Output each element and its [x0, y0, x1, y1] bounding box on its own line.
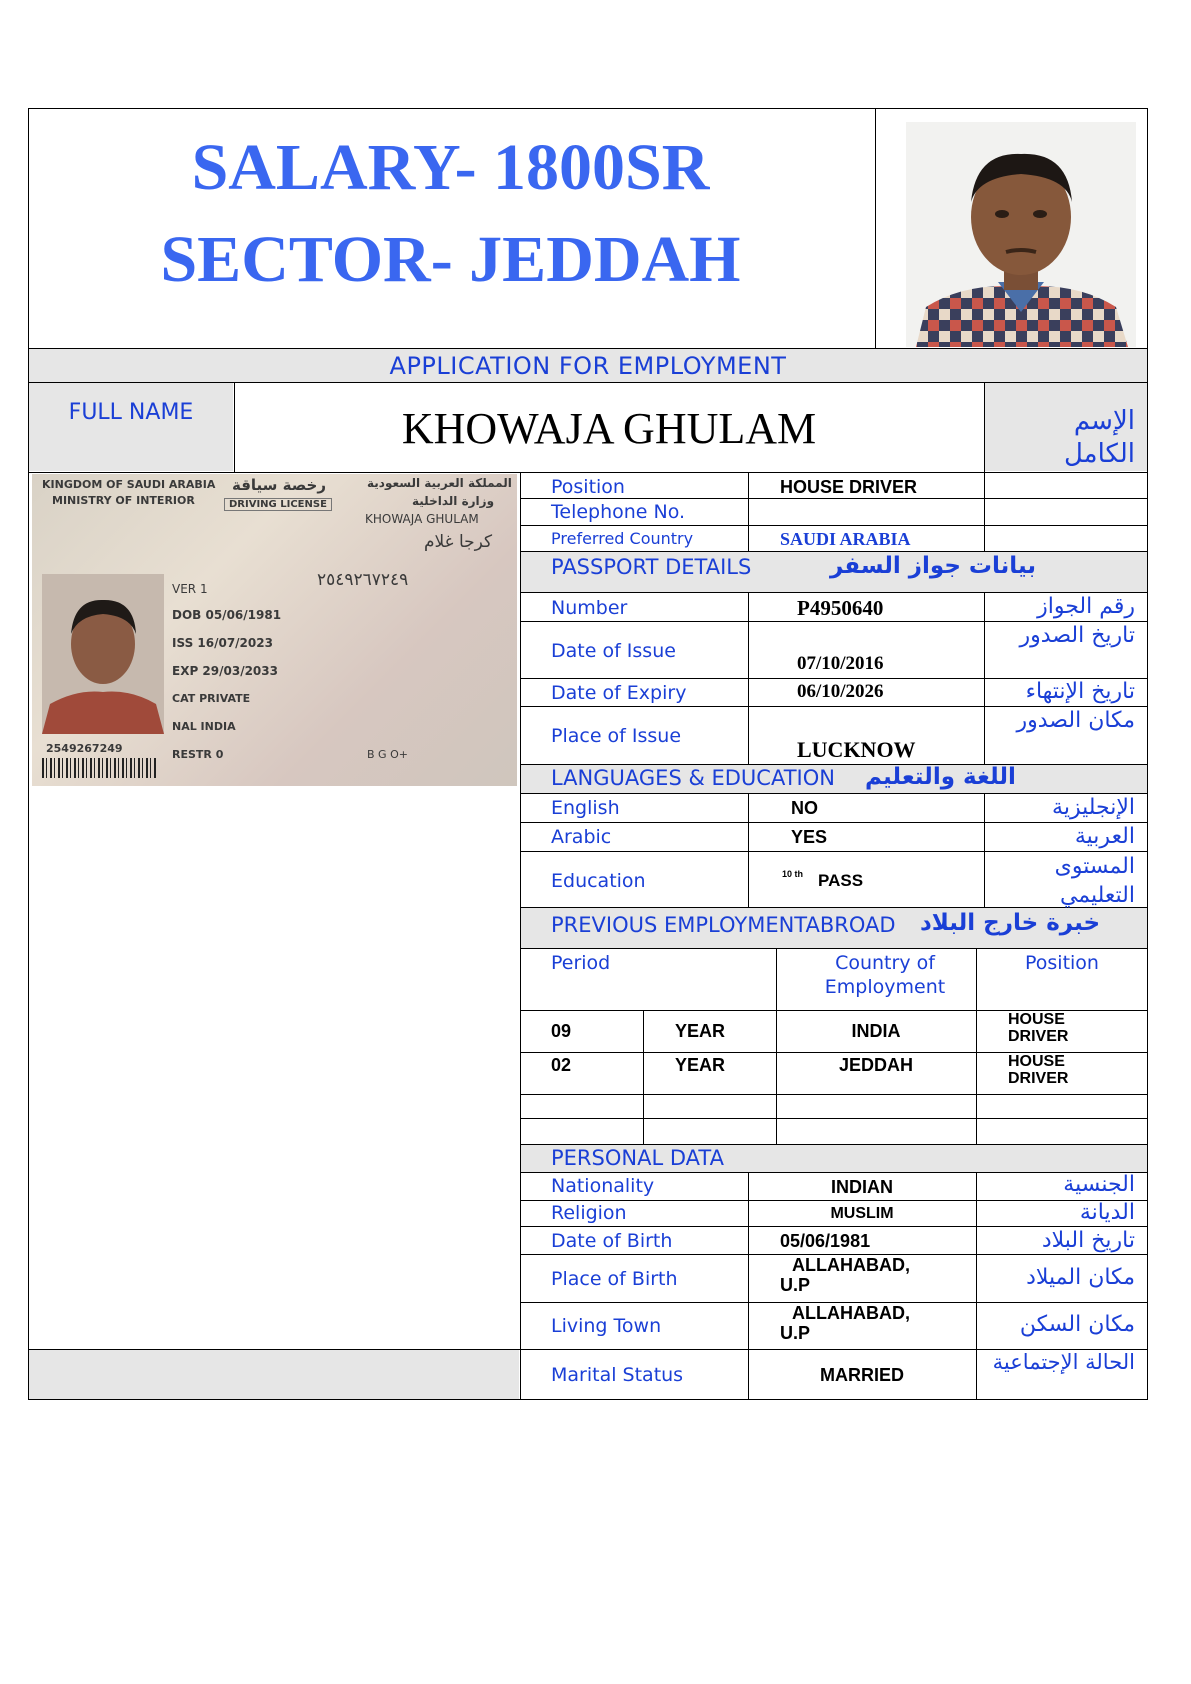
personal-section-label: PERSONAL DATA: [551, 1146, 724, 1170]
date-of-birth-label: Date of Birth: [551, 1230, 673, 1252]
employment-country-header: Country of Employment: [824, 952, 946, 998]
place-of-issue-value: LUCKNOW: [797, 737, 916, 762]
arabic-label: Arabic: [551, 826, 612, 848]
telephone-label: Telephone No.: [551, 501, 686, 523]
passport-section-label: PASSPORT DETAILS: [551, 555, 752, 579]
education-value: PASS: [818, 871, 864, 890]
place-of-birth-label-ar: مكان الميلاد: [1026, 1265, 1135, 1290]
passport-number-value: P4950640: [797, 596, 884, 620]
date-of-issue-value: 07/10/2016: [797, 653, 884, 674]
religion-value: MUSLIM: [830, 1205, 894, 1222]
employment-row-1-position: HOUSE DRIVER: [1008, 1011, 1069, 1045]
preferred-country-value: SAUDI ARABIA: [780, 529, 911, 549]
date-of-birth-label-ar: تاريخ البلاد: [1041, 1228, 1135, 1253]
position-label: Position: [551, 476, 625, 498]
date-of-expiry-label-ar: تاريخ الإنتهاء: [1025, 679, 1135, 704]
marital-status-label-ar: الحالة الإجتماعية: [992, 1350, 1135, 1374]
living-town-value: ALLAHABAD, U.P: [780, 1303, 910, 1343]
license-barcode: [42, 758, 157, 778]
employment-section-label-ar: خبرة خارج البلاد: [920, 910, 1101, 936]
english-value: NO: [791, 798, 818, 818]
marital-status-label: Marital Status: [551, 1364, 684, 1386]
employment-row-2-country: JEDDAH: [838, 1055, 913, 1075]
nationality-label-ar: الجنسية: [1063, 1172, 1135, 1197]
passport-number-label-ar: رقم الجواز: [1037, 594, 1135, 619]
living-town-label-ar: مكان السكن: [1019, 1312, 1135, 1337]
preferred-country-label: Preferred Country: [551, 529, 694, 548]
employment-period-header: Period: [551, 952, 611, 974]
living-town-label: Living Town: [551, 1315, 662, 1337]
place-of-issue-label: Place of Issue: [551, 725, 682, 747]
passport-section-label-ar: بيانات جواز السفر: [830, 553, 1036, 579]
person-portrait-icon: [906, 122, 1136, 347]
employment-row-1-country: INDIA: [851, 1021, 901, 1041]
languages-section-label: LANGUAGES & EDUCATION: [551, 766, 835, 790]
place-of-birth-label: Place of Birth: [551, 1268, 678, 1290]
full-name-label-ar: الإسم الكامل: [1063, 406, 1135, 469]
place-of-birth-value: ALLAHABAD, U.P: [780, 1255, 910, 1295]
education-label-ar: المستوى التعليمي: [1054, 854, 1135, 908]
education-label: Education: [551, 870, 646, 892]
religion-label-ar: الديانة: [1079, 1200, 1135, 1225]
position-value: HOUSE DRIVER: [780, 477, 918, 497]
nationality-value: INDIAN: [831, 1177, 893, 1197]
employment-section-label: PREVIOUS EMPLOYMENTABROAD: [551, 913, 896, 937]
employment-row-2-years: 02: [551, 1055, 572, 1075]
salary-heading: SALARY- 1800SR: [191, 131, 710, 204]
applicant-photo: [906, 122, 1136, 347]
form-title: APPLICATION FOR EMPLOYMENT: [389, 352, 787, 380]
employment-position-header: Position: [1025, 952, 1099, 974]
arabic-label-ar: العربية: [1074, 824, 1135, 849]
date-of-birth-value: 05/06/1981: [780, 1231, 871, 1251]
place-of-issue-label-ar: مكان الصدور: [1016, 708, 1135, 733]
license-photo: [42, 574, 164, 734]
employment-row-1-years: 09: [551, 1021, 572, 1041]
date-of-issue-label-ar: تاريخ الصدور: [1019, 623, 1135, 648]
passport-number-label: Number: [551, 597, 628, 619]
languages-section-label-ar: اللغة والتعليم: [865, 764, 1016, 790]
full-name-label: FULL NAME: [68, 400, 194, 425]
employment-row-2-unit: YEAR: [675, 1055, 726, 1075]
employment-row-2-position: HOUSE DRIVER: [1008, 1053, 1069, 1087]
sector-heading: SECTOR- JEDDAH: [160, 223, 741, 296]
driving-license-image: KINGDOM OF SAUDI ARABIA MINISTRY OF INTERIOR رخصة سياقة DRIVING LICENSE المملكة العربية السعودية وزارة الداخلية KHOWAJA GHULAM كرجا غلام ٢٥٤٩٢٦٧٢٤٩ VER 1 DOB 05/06/1981 ISS 16/07/2023 EXP 29/03/2033 CAT PRIVATE NAL INDIA RESTR 0 B G O+ 2549267249: [32, 474, 517, 786]
arabic-value: YES: [791, 827, 828, 847]
employment-row-1-unit: YEAR: [675, 1021, 726, 1041]
english-label: English: [551, 797, 620, 819]
education-grade: 10 th: [782, 869, 804, 879]
date-of-issue-label: Date of Issue: [551, 640, 676, 662]
date-of-expiry-label: Date of Expiry: [551, 682, 687, 704]
english-label-ar: الإنجليزية: [1052, 795, 1135, 820]
full-name-value: KHOWAJA GHULAM: [401, 404, 817, 453]
religion-label: Religion: [551, 1202, 627, 1224]
nationality-label: Nationality: [551, 1175, 655, 1197]
date-of-expiry-value: 06/10/2026: [797, 681, 884, 702]
marital-status-value: MARRIED: [820, 1365, 904, 1385]
